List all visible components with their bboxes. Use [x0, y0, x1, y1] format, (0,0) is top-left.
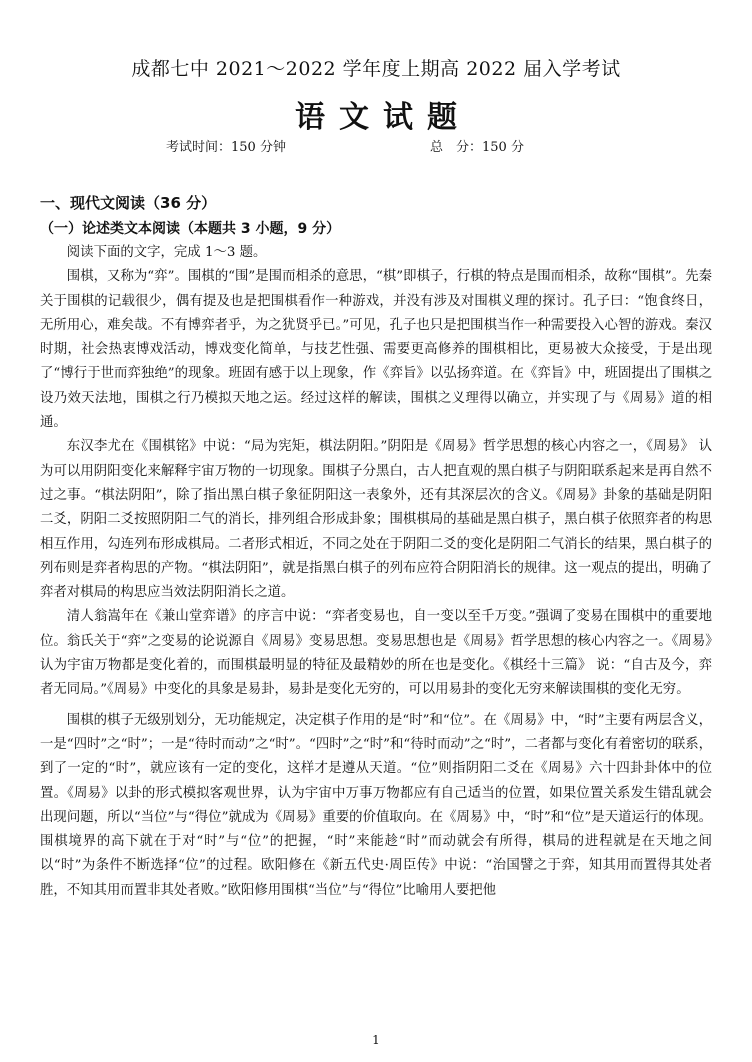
exam-time: 考试时间：150 分钟 — [166, 140, 286, 155]
instruction-paragraph: 阅读下面的文字，完成 1～3 题。 — [66, 245, 267, 260]
school-exam-title: 成都七中 2021～2022 学年度上期高 2022 届入学考试 — [131, 58, 621, 80]
paper-title: 语文试题 — [295, 100, 471, 135]
passage-paragraph-4: 围棋的棋子无级别划分，无功能规定，决定棋子作用的是“时”和“位”。在《周易》中，“时”主要有两层含义，一是“四时”之“时”；一是“待时而动”之“时”。“四时”之“时”和“待时而动”之“时”，二者都与变化有着密切的联系，到了一定的“时”，就应该有一定的变化，这样才是遵从天道。“位”则指阴阳二爻在《周易》六十四卦卦体中的位置。《周易》以卦的形式模拟客观世界，认为宇宙中万事万物都应有自己适当的位置，如果位置关系发生错乱就会出现问题，所以“当位”与“得位”就成为《周易》重要的价值取向。在《周易》中，“时”和“位”是天道运行的体现。围棋境界的高下就在于对“时”与“位”的把握，“时”来能趁“时”而动就会有所得，棋局的进程就是在天地之间以“时”为条件不断选择“位”的过程。欧阳修在《新五代史·周臣传》中说：“治国譬之于弈，知其用而置得其处者胜，不知其用而置非其处者败。”欧阳修用围棋“当位”与“得位”比喻用人要把他 — [40, 712, 712, 898]
reading-passage — [40, 241, 712, 903]
total-score: 总 分：150 分 — [430, 140, 524, 155]
passage-paragraph-1: 围棋，又称为“弈”。围棋的“围”是围而相杀的意思，“棋”即棋子，行棋的特点是围而相杀，故称“围棋”。先秦关于围棋的记载很少，偶有提及也是把围棋看作一种游戏，并没有涉及对围棋义理的探讨。孔子曰：“饱食终日，无所用心，难矣哉。不有博弈者乎，为之犹贤乎已。”可见，孔子也只是把围棋当作一种需要投入心智的游戏。秦汉时期，社会热衷博戏活动，博戏变化简单，与技艺性强、需要更高修养的围棋相比，更易被大众接受，于是出现了“博行于世而弈独绝”的现象。班固有感于以上现象，作《弈旨》以弘扬弈道。在《弈旨》中，班固提出了围棋之设乃效天法地，围棋之行乃模拟天地之运。经过这样的解读，围棋之义理得以确立，并实现了与《周易》道的相通。 — [40, 269, 712, 431]
subsection-heading: （一）论述类文本阅读（本题共 3 小题，9 分） — [40, 221, 341, 237]
page-number: 1 — [372, 1033, 380, 1047]
passage-paragraph-3: 清人翁嵩年在《兼山堂弈谱》的序言中说：“弈者变易也，自一变以至千万变。”强调了变易在围棋中的重要地位。翁氏关于“弈”之变易的论说源自《周易》变易思想。变易思想也是《周易》哲学思想的核心内容之一。《周易》认为宇宙万物都是变化着的，而围棋最明显的特征及最精妙的所在也是变化。《棋经十三篇》 说：“自古及今，弈者无同局。”《周易》中变化的具象是易卦，易卦是变化无穷的，可以用易卦的变化无穷来解读围棋的变化无穷。 — [40, 609, 712, 698]
section-heading: 一、现代文阅读（36 分） — [40, 194, 217, 212]
passage-paragraph-2: 东汉李尤在《围棋铭》中说：“局为宪矩，棋法阴阳。”阴阳是《周易》哲学思想的核心内容之一，《周易》 认为可以用阴阳变化来解释宇宙万物的一切现象。围棋子分黑白，古人把直观的黑白棋子与阴阳联系起来是再自然不过之事。“棋法阴阳”，除了指出黑白棋子象征阴阳这一表象外，还有其深层次的含义。《周易》卦象的基础是阴阳二爻，阴阳二爻按照阴阳二气的消长，排列组合形成卦象；围棋棋局的基础是黑白棋子，黑白棋子依照弈者的构思相互作用，勾连列布形成棋局。二者形式相近，不同之处在于阴阳二爻的变化是阴阳二气消长的结果，黑白棋子的列布则是弈者构思的产物。“棋法阴阳”，就是指黑白棋子的列布应符合阴阳消长的规律。这一观点的提出，明确了弈者对棋局的构思应当效法阴阳消长之道。 — [40, 439, 712, 601]
